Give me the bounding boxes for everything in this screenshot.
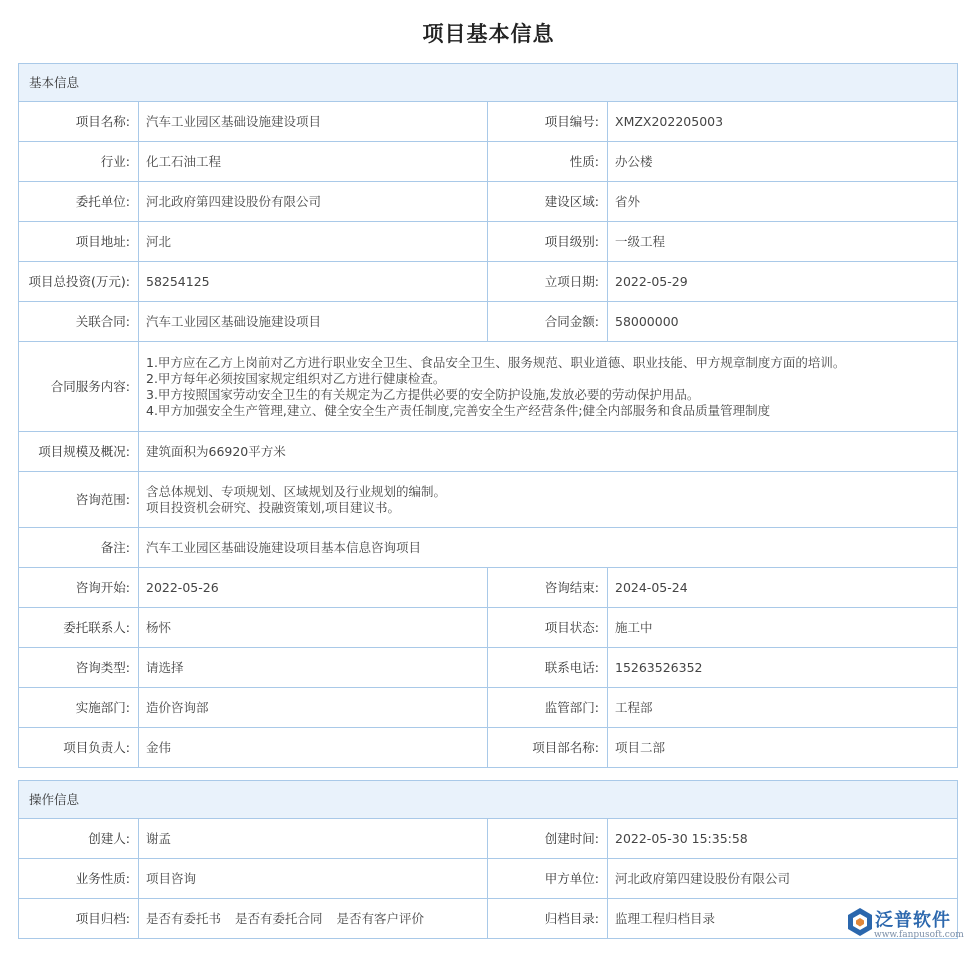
- archive-dir-label: 归档目录:: [488, 899, 608, 939]
- scale-label: 项目规模及概况:: [19, 432, 139, 472]
- scope-line: 项目投资机会研究、投融资策划,项目建议书。: [146, 499, 400, 515]
- level-value: 一级工程: [608, 222, 958, 262]
- level-label: 项目级别:: [488, 222, 608, 262]
- supervise-dept-label: 监管部门:: [488, 688, 608, 728]
- phone-value: 15263526352: [608, 648, 958, 688]
- nature-value: 办公楼: [608, 142, 958, 182]
- region-value: 省外: [608, 182, 958, 222]
- scale-value: 建筑面积为66920平方米: [139, 432, 958, 472]
- status-value: 施工中: [608, 608, 958, 648]
- section-title-basic: 基本信息: [19, 64, 958, 102]
- setup-date-label: 立项日期:: [488, 262, 608, 302]
- phone-label: 联系电话:: [488, 648, 608, 688]
- consult-start-label: 咨询开始:: [19, 568, 139, 608]
- ops-info-table: [18, 780, 958, 939]
- project-dept-label: 项目部名称:: [488, 728, 608, 768]
- remark-value: 汽车工业园区基础设施建设项目基本信息咨询项目: [139, 528, 958, 568]
- archive-item: 是否有委托书: [146, 910, 222, 926]
- consult-type-label: 咨询类型:: [19, 648, 139, 688]
- dept-label: 实施部门:: [19, 688, 139, 728]
- service-content-label: 合同服务内容:: [19, 342, 139, 432]
- archive-dir-value: 监理工程归档目录: [608, 899, 958, 939]
- logo-text: 泛普软件: [875, 910, 951, 931]
- project-name-label: 项目名称:: [19, 102, 139, 142]
- service-content-line: 3.甲方按照国家劳动安全卫生的有关规定为乙方提供必要的安全防护设施,发放必要的劳动保护用品。: [146, 386, 700, 402]
- service-content-line: 4.甲方加强安全生产管理,建立、健全安全生产责任制度,完善安全生产经营条件;健全内部服务和食品质量管理制度: [146, 402, 771, 418]
- manager-label: 项目负责人:: [19, 728, 139, 768]
- business-nature-label: 业务性质:: [19, 859, 139, 899]
- manager-value: 金伟: [139, 728, 488, 768]
- archive-value: [139, 899, 488, 939]
- investment-label: 项目总投资(万元):: [19, 262, 139, 302]
- contact-value: 杨怀: [139, 608, 488, 648]
- fanpusoft-logo: [846, 905, 971, 945]
- nature-label: 性质:: [488, 142, 608, 182]
- service-content-value: [139, 342, 958, 432]
- archive-item: 是否有委托合同: [235, 910, 323, 926]
- creator-label: 创建人:: [19, 819, 139, 859]
- client-value: 河北政府第四建设股份有限公司: [139, 182, 488, 222]
- remark-label: 备注:: [19, 528, 139, 568]
- contract-amount-label: 合同金额:: [488, 302, 608, 342]
- section-title-ops: 操作信息: [19, 781, 958, 819]
- project-code-label: 项目编号:: [488, 102, 608, 142]
- created-at-value: 2022-05-30 15:35:58: [608, 819, 958, 859]
- address-value: 河北: [139, 222, 488, 262]
- business-nature-value: 项目咨询: [139, 859, 488, 899]
- project-dept-value: 项目二部: [608, 728, 958, 768]
- industry-label: 行业:: [19, 142, 139, 182]
- party-a-label: 甲方单位:: [488, 859, 608, 899]
- contract-label: 关联合同:: [19, 302, 139, 342]
- supervise-dept-value: 工程部: [608, 688, 958, 728]
- page-title: 项目基本信息: [422, 22, 555, 46]
- project-code-value: XMZX202205003: [608, 102, 958, 142]
- scope-value: [139, 472, 958, 528]
- contract-amount-value: 58000000: [608, 302, 958, 342]
- client-label: 委托单位:: [19, 182, 139, 222]
- party-a-value: 河北政府第四建设股份有限公司: [608, 859, 958, 899]
- industry-value: 化工石油工程: [139, 142, 488, 182]
- setup-date-value: 2022-05-29: [608, 262, 958, 302]
- archive-label: 项目归档:: [19, 899, 139, 939]
- service-content-line: 1.甲方应在乙方上岗前对乙方进行职业安全卫生、食品安全卫生、服务规范、职业道德、职业技能、甲方规章制度方面的培训。: [146, 354, 846, 370]
- consult-type-value: 请选择: [139, 648, 488, 688]
- scope-line: 含总体规划、专项规划、区域规划及行业规划的编制。: [146, 483, 447, 499]
- logo-url: www.fanpusoft.com: [874, 930, 964, 940]
- service-content-line: 2.甲方每年必须按国家规定组织对乙方进行健康检查。: [146, 370, 446, 386]
- consult-start-value: 2022-05-26: [139, 568, 488, 608]
- investment-value: 58254125: [139, 262, 488, 302]
- address-label: 项目地址:: [19, 222, 139, 262]
- contact-label: 委托联系人:: [19, 608, 139, 648]
- status-label: 项目状态:: [488, 608, 608, 648]
- created-at-label: 创建时间:: [488, 819, 608, 859]
- consult-end-label: 咨询结束:: [488, 568, 608, 608]
- consult-end-value: 2024-05-24: [608, 568, 958, 608]
- contract-value: 汽车工业园区基础设施建设项目: [139, 302, 488, 342]
- dept-value: 造价咨询部: [139, 688, 488, 728]
- creator-value: 谢孟: [139, 819, 488, 859]
- project-name-value: 汽车工业园区基础设施建设项目: [139, 102, 488, 142]
- scope-label: 咨询范围:: [19, 472, 139, 528]
- logo-mark-icon: [846, 907, 874, 937]
- basic-info-table: [18, 63, 958, 768]
- region-label: 建设区域:: [488, 182, 608, 222]
- archive-item: 是否有客户评价: [336, 910, 425, 926]
